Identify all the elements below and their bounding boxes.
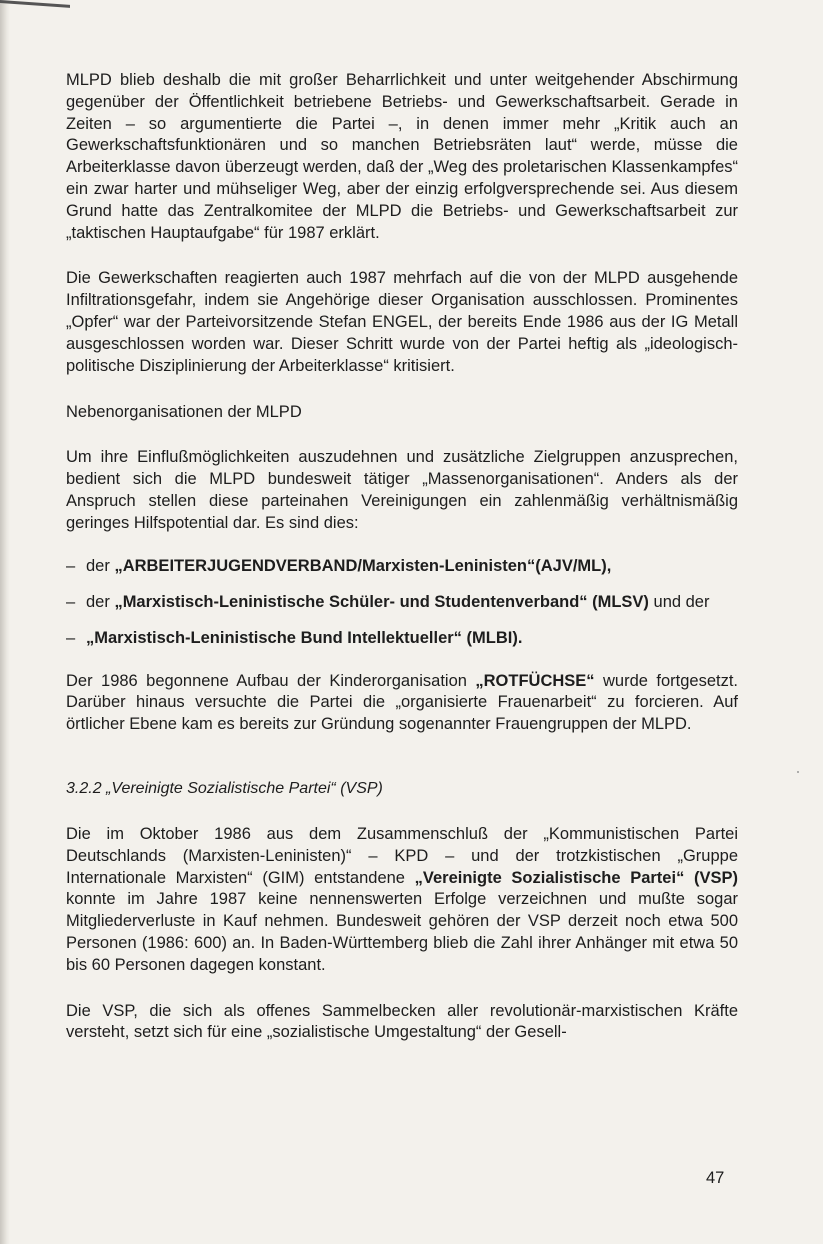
paragraph-vsp-goals: Die VSP, die sich als offenes Sammelbecken aller revolutionär-marxistischen Kräfte versteht, setzt sich für eine „sozialistische Umgestaltung“ der Gesell- <box>66 1001 738 1042</box>
organisation-list <box>66 555 738 649</box>
paragraph-rotfuechse: Der 1986 begonnene Aufbau der Kinderorganisation „ROTFÜCHSE“ wurde fortgesetzt. Darüber hinaus versuchte die Partei die „organisierte Frauenarbeit“ zu forcieren. Auf örtlicher Ebene kam es bereits zur Gründung sogenannter Frauengruppen der MLPD. <box>66 671 738 734</box>
list-item: – der „Marxistisch-Leninistische Schüler- und Studentenverband“ (MLSV) und der <box>66 592 710 611</box>
list-item: – der „ARBEITERJUGENDVERBAND/Marxisten-Leninisten“(AJV/ML), <box>66 556 612 575</box>
paragraph-mass-organisations: Um ihre Einflußmöglichkeiten auszudehnen und zusätzliche Zielgruppen anzusprechen, bedient sich die MLPD bundesweit tätiger „Massenorganisationen“. Anders als der Anspruch stellen diese parteinahen Vereinigungen ein zahlenmäßig verhältnismäßig geringes Hilfspotential dar. Es sind dies: <box>66 448 738 532</box>
binding-shadow <box>0 0 10 1244</box>
section-heading-vsp: 3.2.2 „Vereinigte Sozialistische Partei“ (VSP) <box>66 779 383 797</box>
scan-speck <box>797 771 799 773</box>
corner-mark <box>0 0 70 20</box>
subheading-side-organisations: Nebenorganisationen der MLPD <box>66 403 302 422</box>
page-number: 47 <box>706 1169 725 1187</box>
page-body <box>66 70 738 1044</box>
paragraph-union-exclusions: Die Gewerkschaften reagierten auch 1987 mehrfach auf die von der MLPD ausgehende Infiltrationsgefahr, indem sie Angehörige dieser Organisation ausschlossen. Prominentes „Opfer“ war der Parteivorsitzende Stefan ENGEL, der bereits Ende 1986 aus der IG Metall ausgeschlossen worden war. Dieser Schritt wurde von der Partei heftig als „ideologisch-politische Disziplinierung der Arbeiterklasse“ kritisiert. <box>66 269 738 375</box>
paragraph-vsp-founding: Die im Oktober 1986 aus dem Zusammenschluß der „Kommunistischen Partei Deutschlands (Marxisten-Leninisten)“ – KPD – und der trotzkistischen „Gruppe Internationale Marxisten“ (GIM) entstandene „Vereinigte Sozialistische Partei“ (VSP) konnte im Jahre 1987 keine nennenswerten Erfolge verzeichnen und mußte sogar Mitgliederverluste in Kauf nehmen. Bundesweit gehören der VSP derzeit noch etwa 500 Personen (1986: 600) an. In Baden-Württemberg blieb die Zahl ihrer Anhänger mit etwa 50 bis 60 Personen dagegen konstant. <box>66 824 738 974</box>
paragraph-mlpd-union-work: MLPD blieb deshalb die mit großer Beharrlichkeit und unter weitgehender Abschirmung gegenüber der Öffentlichkeit betriebene Betriebs- und Gewerkschaftsarbeit. Gerade in Zeiten – so argumentierte die Partei –, in denen immer mehr „Kritik auch an Gewerkschaftsfunktionären und so manchen Betriebsräten laut“ werde, müsse die Arbeiterklasse davon überzeugt werden, daß der „Weg des proletarischen Klassenkampfes“ ein zwar harter und mühseliger Weg, aber der einzig erfolgversprechende sei. Aus diesem Grund hatte das Zentralkomitee der MLPD die Betriebs- und Gewerkschaftsarbeit zur „taktischen Hauptaufgabe“ für 1987 erklärt. <box>66 71 738 242</box>
list-item: – „Marxistisch-Leninistische Bund Intellektueller“ (MLBI). <box>66 628 523 647</box>
